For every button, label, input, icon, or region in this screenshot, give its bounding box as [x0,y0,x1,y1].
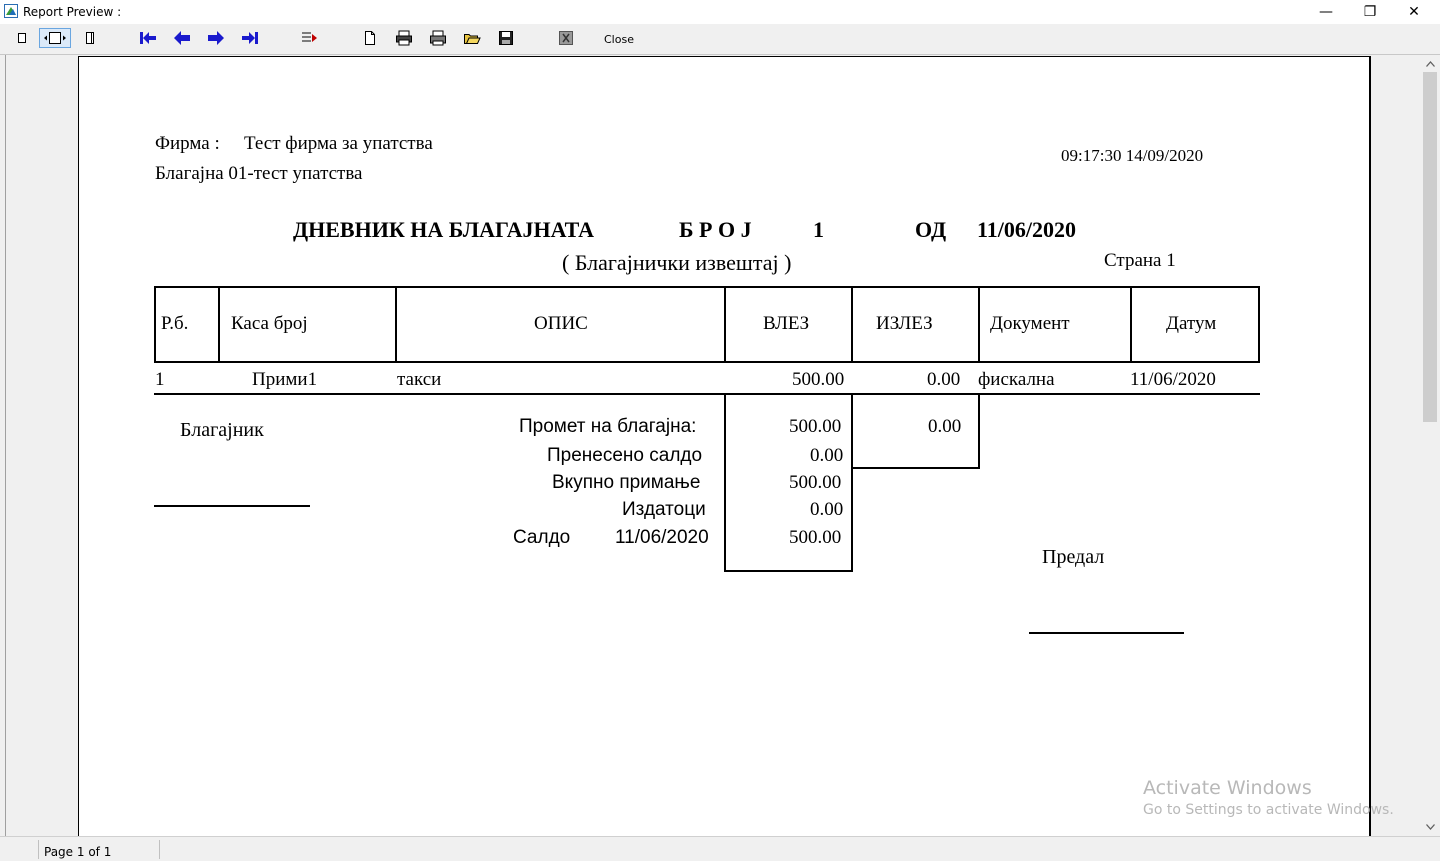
full-page-button[interactable] [80,29,100,47]
goto-page-button[interactable] [300,29,320,47]
row-underline [154,393,1260,395]
row-dokument: фискална [978,369,1055,390]
page-width-button[interactable] [39,28,71,48]
summary-preneseno-label: Пренесено салдо [547,445,703,466]
scroll-up-arrow[interactable] [1420,56,1440,72]
close-button[interactable]: Close [604,33,634,46]
report-od-label: ОД [915,217,947,242]
exit-button[interactable] [556,29,576,47]
window-title: Report Preview : [23,5,122,19]
goto-page-icon [300,30,320,46]
close-icon: ✕ [1408,4,1420,20]
preview-area[interactable] [5,55,1420,836]
summary-vkupno-value: 500.00 [789,472,842,493]
arrow-left-icon [172,30,192,46]
table-header-divider [395,286,397,363]
col-header-izlez: ИЗЛЕЗ [876,313,933,334]
predal-signature-line [1029,632,1184,634]
row-kasa: Прими1 [252,369,318,390]
restore-icon: ❐ [1363,4,1377,20]
next-page-button[interactable] [206,29,226,47]
status-bar [0,836,1440,861]
status-separator [38,840,39,859]
report-timestamp: 09:17:30 14/09/2020 [1061,146,1204,165]
last-page-button[interactable] [240,29,260,47]
previous-page-button[interactable] [172,29,192,47]
table-header-divider [1130,286,1132,363]
vertical-scrollbar[interactable] [1420,55,1440,836]
close-window-button[interactable] [1391,0,1437,24]
summary-vkupno-label: Вкупно примање [552,472,701,493]
open-button[interactable] [462,29,482,47]
col-header-kasa: Каса број [231,313,308,334]
summary-promet-label: Промет на благајна: [519,416,697,437]
cashier-label: Благајник [180,419,264,441]
folder-open-icon [463,30,481,46]
title-bar [0,0,1440,24]
firm-value: Тест фирма за упатства [244,133,433,154]
minimize-icon: — [1319,4,1333,20]
table-header-divider [218,286,220,363]
scroll-down-arrow[interactable] [1420,819,1440,835]
full-page-icon [85,31,95,45]
summary-saldo-value: 500.00 [789,527,842,548]
summary-izdatoci-label: Издатоци [622,499,706,520]
report-broj-label: Б Р О Ј [679,217,752,242]
chevron-down-icon [1426,824,1435,830]
scrollbar-thumb[interactable] [1423,72,1437,422]
summary-promet-vlez: 500.00 [789,416,842,437]
report-number: 1 [813,217,824,242]
first-page-button[interactable] [138,29,158,47]
cashbox-line: Благајна 01-тест упатства [155,163,363,184]
report-subtitle: ( Благајнички извештај ) [562,250,792,275]
app-icon [4,4,18,18]
printer-setup-icon [395,30,413,46]
status-separator [159,840,160,859]
row-datum: 11/06/2020 [1130,369,1216,390]
report-page [78,56,1371,836]
maximize-button[interactable] [1347,0,1393,24]
table-header-divider [724,286,726,363]
page-icon [363,30,377,46]
toolbar [0,24,1440,55]
summary-preneseno-value: 0.00 [810,445,844,466]
one-page-button[interactable] [12,29,32,47]
page-width-icon [43,31,67,45]
single-page-icon [17,32,27,44]
printer-icon [429,30,447,46]
first-page-icon [138,30,158,46]
activation-watermark-subtitle: Go to Settings to activate Windows. [1143,802,1394,818]
col-header-opis: ОПИС [534,313,588,334]
activation-watermark-title: Activate Windows [1143,777,1312,799]
printer-setup-button[interactable] [394,29,414,47]
summary-saldo-label: Салдо [513,527,571,548]
row-opis: такси [397,369,442,390]
firm-label: Фирма : [155,133,220,154]
save-button[interactable] [496,29,516,47]
summary-promet-izlez: 0.00 [928,416,962,437]
row-rb: 1 [155,369,165,390]
report-title: ДНЕВНИК НА БЛАГАЈНАТА [293,217,595,242]
last-page-icon [240,30,260,46]
chevron-up-icon [1426,61,1435,67]
minimize-button[interactable] [1303,0,1349,24]
summary-saldo-date: 11/06/2020 [615,527,709,548]
page-setup-button[interactable] [360,29,380,47]
predal-label: Предал [1042,546,1105,568]
page-info: Page 1 of 1 [44,845,112,859]
table-header-divider [978,286,980,363]
col-header-vlez: ВЛЕЗ [763,313,810,334]
col-header-datum: Датум [1166,313,1217,334]
exit-icon [558,30,574,46]
row-izlez: 0.00 [927,369,961,390]
cashier-signature-line [154,505,310,507]
page-number: Страна 1 [1104,250,1176,271]
table-header [154,286,1260,363]
col-header-dokument: Документ [990,313,1070,334]
col-header-rb: Р.б. [161,313,189,334]
table-header-divider [851,286,853,363]
row-vlez: 500.00 [792,369,845,390]
print-button[interactable] [428,29,448,47]
report-date: 11/06/2020 [977,217,1077,242]
summary-izdatoci-value: 0.00 [810,499,844,520]
floppy-disk-icon [498,30,514,46]
arrow-right-icon [206,30,226,46]
